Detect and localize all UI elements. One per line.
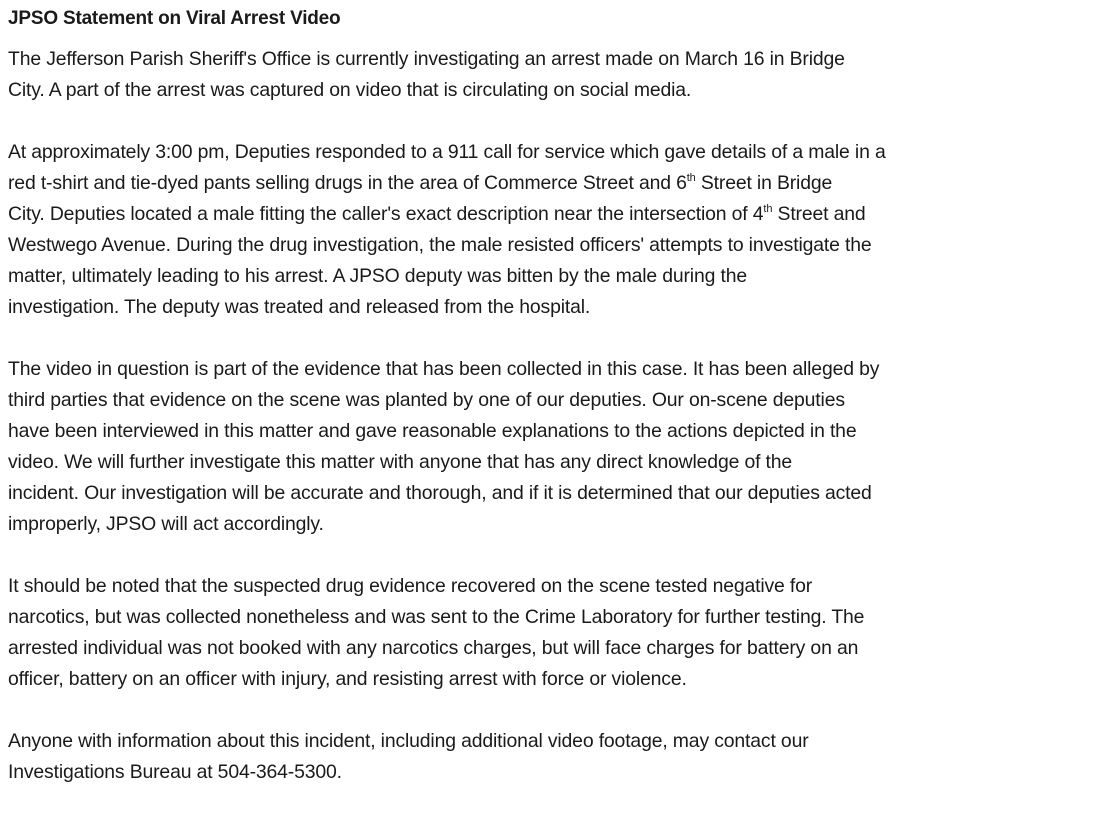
text-line [8,199,1116,230]
text-line: Westwego Avenue. During the drug investigation, the male resisted officers' attempts to investigate the [8,234,872,256]
paragraph-contact [8,726,1116,788]
paragraph-intro [8,44,1116,106]
text-line: At approximately 3:00 pm, Deputies responded to a 911 call for service which gave details of a male in a [8,141,886,163]
text-segment: red t-shirt and tie-dyed pants selling drugs in the area of Commerce Street and 6 [8,172,687,194]
text-line: Investigations Bureau at 504-364-5300. [8,761,342,783]
paragraph-video-evidence [8,354,1116,540]
press-statement [8,3,1116,788]
paragraph-drug-evidence [8,571,1116,695]
ordinal-superscript: th [686,171,696,184]
text-line: It should be noted that the suspected drug evidence recovered on the scene tested negative for [8,575,813,597]
text-line: The video in question is part of the evidence that has been collected in this case. It has been alleged by [8,358,880,380]
text-line [8,168,1116,199]
text-segment: Street and [772,203,866,225]
text-line: third parties that evidence on the scene was planted by one of our deputies. Our on-scene deputies [8,389,845,411]
text-line: officer, battery on an officer with injury, and resisting arrest with force or violence. [8,668,687,690]
text-segment: Street in Bridge [695,172,833,194]
ordinal-superscript: th [763,202,773,215]
text-line: improperly, JPSO will act accordingly. [8,513,324,535]
text-line: City. A part of the arrest was captured on video that is circulating on social media. [8,79,692,101]
text-line: Anyone with information about this incident, including additional video footage, may contact our [8,730,809,752]
statement-title: JPSO Statement on Viral Arrest Video [8,8,341,29]
text-line: The Jefferson Parish Sheriff's Office is currently investigating an arrest made on March 16 in Bridge [8,48,845,70]
text-line: video. We will further investigate this matter with anyone that has any direct knowledge of the [8,451,793,473]
text-segment: City. Deputies located a male fitting the caller's exact description near the intersection of 4 [8,203,764,225]
text-line: arrested individual was not booked with any narcotics charges, but will face charges for battery on an [8,637,859,659]
text-line: investigation. The deputy was treated and released from the hospital. [8,296,591,318]
text-line: have been interviewed in this matter and gave reasonable explanations to the actions depicted in the [8,420,857,442]
paragraph-incident [8,137,1116,323]
text-line: incident. Our investigation will be accurate and thorough, and if it is determined that our deputies acted [8,482,872,504]
text-line: narcotics, but was collected nonetheless and was sent to the Crime Laboratory for further testing. The [8,606,865,628]
text-line: matter, ultimately leading to his arrest. A JPSO deputy was bitten by the male during the [8,265,747,287]
